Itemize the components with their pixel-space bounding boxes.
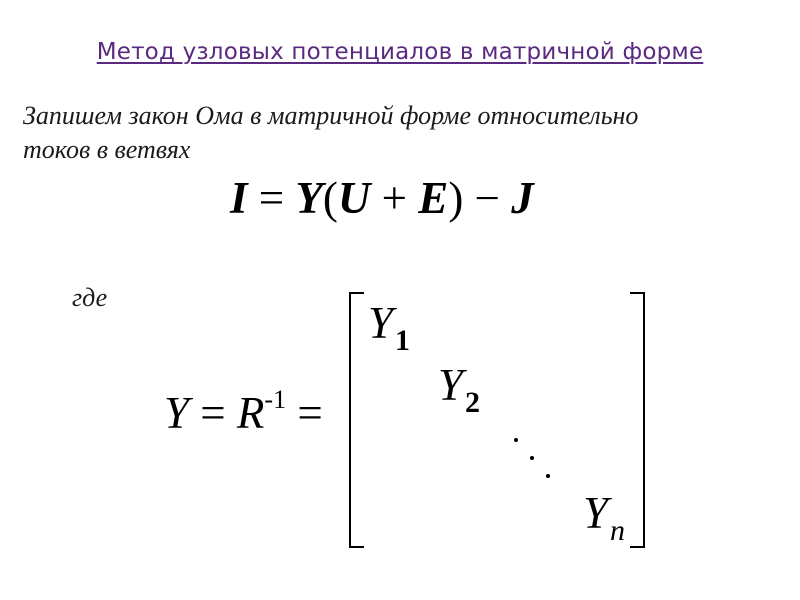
diagonal-dot-3 <box>546 474 550 478</box>
diagonal-dot-2 <box>530 456 534 460</box>
intro-line-2: токов в ветвях <box>23 135 191 164</box>
inverse-exponent: -1 <box>264 385 287 414</box>
equals-sign-2: = <box>286 388 323 438</box>
y-symbol: Y <box>164 388 190 438</box>
emf-vector-symbol: E <box>418 173 449 223</box>
r-symbol: R <box>236 388 265 438</box>
where-label: где <box>72 283 108 312</box>
current-vector-symbol: I <box>230 173 248 223</box>
admittance-matrix-symbol: Y <box>295 173 323 223</box>
right-paren: ) <box>448 173 464 223</box>
entry-y1-symbol: Y <box>368 298 394 348</box>
minus-sign: − <box>463 173 512 223</box>
matrix-entry-yn <box>583 488 626 547</box>
plus-sign: + <box>370 173 419 223</box>
diagonal-dot-1 <box>514 438 518 442</box>
intro-line-1: Запишем закон Ома в матричной форме относительно <box>23 101 639 130</box>
entry-yn-symbol: Y <box>583 488 609 538</box>
entry-y2-subscript: 2 <box>465 386 481 419</box>
matrix-entry-y1 <box>368 298 411 357</box>
equals-sign: = <box>247 173 296 223</box>
source-current-vector-symbol: J <box>511 173 534 223</box>
equals-sign-1: = <box>189 388 237 438</box>
ohms-law-matrix-equation <box>230 168 534 228</box>
matrix-right-bracket <box>630 292 645 548</box>
left-paren: ( <box>322 173 338 223</box>
entry-y2-symbol: Y <box>438 360 464 410</box>
voltage-vector-symbol: U <box>337 173 371 223</box>
entry-yn-subscript: n <box>610 514 626 547</box>
matrix-entry-y2 <box>438 360 481 419</box>
intro-text <box>23 99 783 167</box>
admittance-definition <box>164 383 323 450</box>
matrix-left-bracket <box>349 292 364 548</box>
slide-title: Метод узловых потенциалов в матричной форме <box>96 39 704 65</box>
entry-y1-subscript: 1 <box>395 324 411 357</box>
